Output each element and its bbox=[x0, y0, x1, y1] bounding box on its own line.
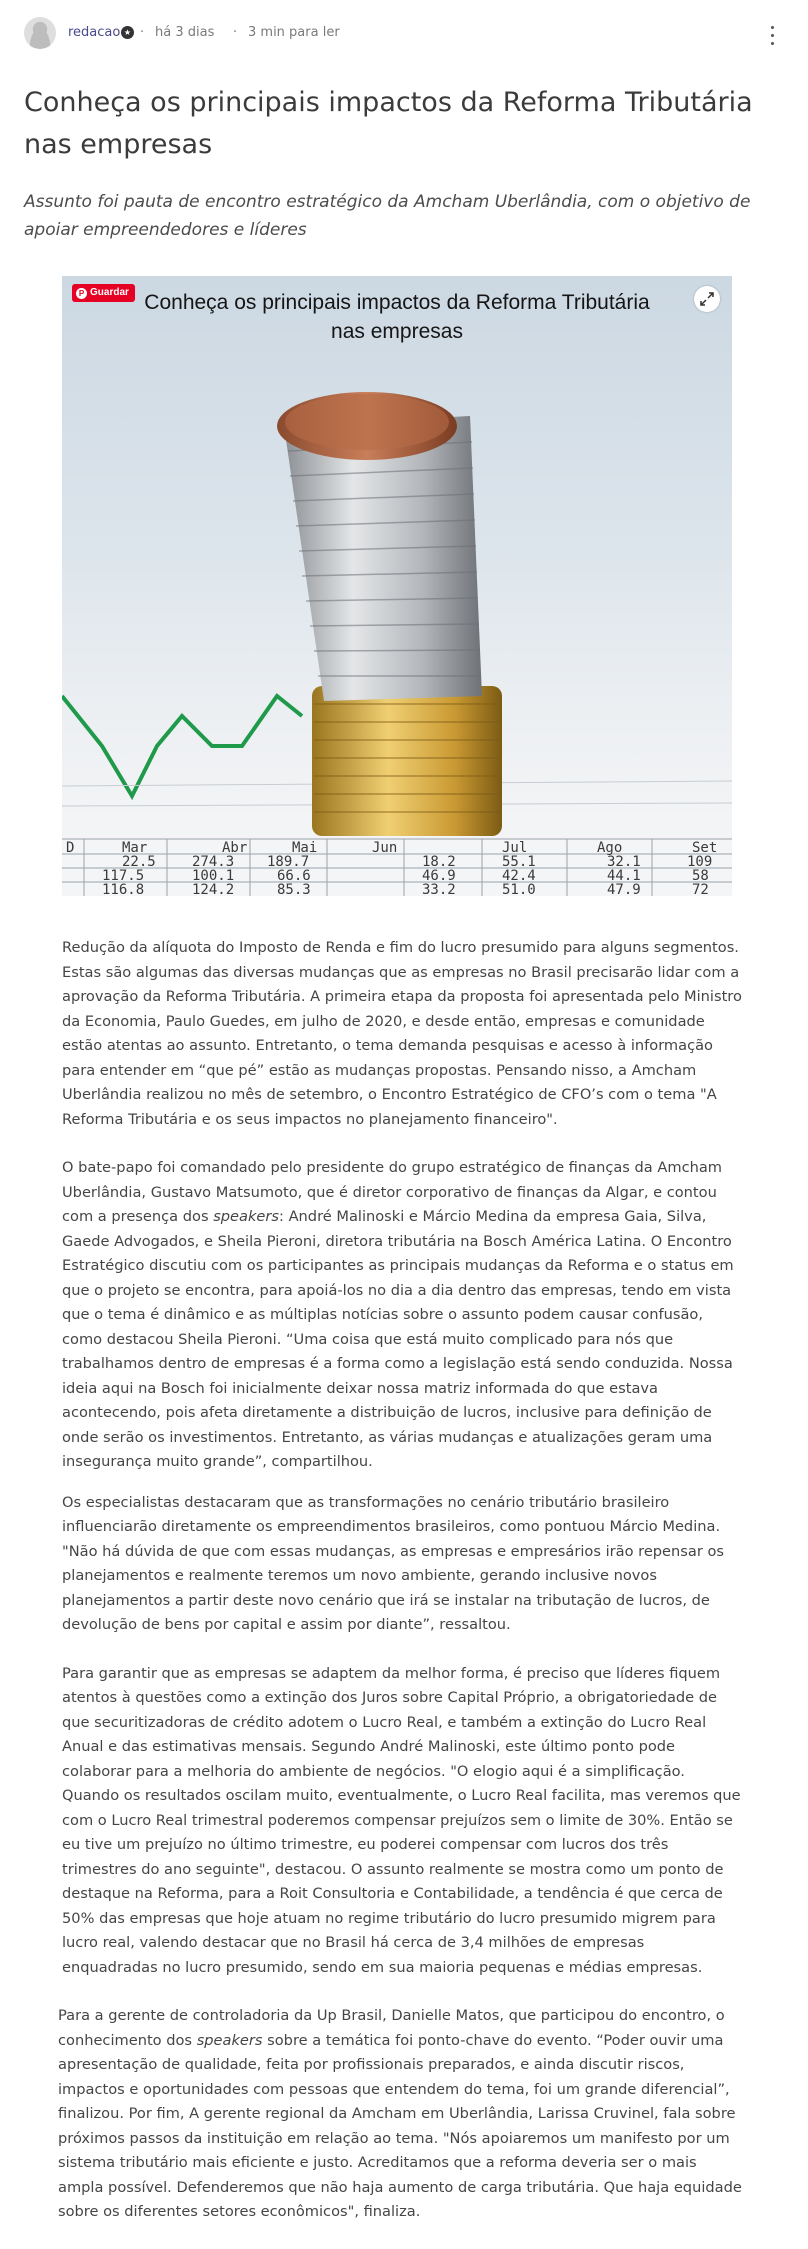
table-cell: 124.2 bbox=[192, 882, 235, 896]
table-cell: 55.1 bbox=[502, 854, 536, 870]
article-paragraph: Para garantir que as empresas se adaptem da melhor forma, é preciso que líderes fiquem atentos à questões como a extinção dos Juros sobre Capital Próprio, a obrigatoriedade de que securitizadoras de crédito adotem o Lucro Real, e também a extinção do Lucro Real Anual e das estimativas mensais. Segundo André Malinoski, este último ponto pode colaborar para a melhoria do ambiente de negócios. "O elogio aqui é a simplificação. Quando os resultados oscilam muito, eventualmente, o Lucro Real facilita, mas veremos que com o Lucro Real trimestral poderemos compensar prejuízos sem o limite de 30%. Então se eu tive um prejuízo no último trimestre, eu poderei compensar com lucros dos três trimestres do ano seguinte", destacou. O assunto realmente se mostra como um ponto de destaque na Reforma, para a Roit Consultoria e Contabilidade, a tendência é que cerca de 50% das empresas que hoje atuam no regime tributário do lucro presumido migrem para lucro real, valendo destacar que no Brasil há cerca de 3,4 milhões de empresas enquadradas no lucro presumido, sendo em sua maioria pequenas e médias empresas. bbox=[62, 1664, 741, 1976]
table-cell: 42.4 bbox=[502, 868, 536, 884]
image-caption bbox=[62, 288, 732, 346]
page-title: Conheça os principais impactos da Reforma Tributária nas empresas bbox=[24, 87, 753, 160]
table-cell: 51.0 bbox=[502, 882, 536, 896]
gold-coin-stack bbox=[312, 686, 502, 836]
table-cell: 33.2 bbox=[422, 882, 456, 896]
table-cell: 32.1 bbox=[607, 854, 641, 870]
verified-badge-icon: ★ bbox=[121, 26, 134, 39]
table-cell: 66.6 bbox=[277, 868, 311, 884]
table-header-cell: Mar bbox=[122, 840, 148, 856]
image-caption-line: Conheça os principais impactos da Reforma Tributária bbox=[144, 291, 650, 314]
table-cell: 22.5 bbox=[122, 854, 156, 870]
table-cell: 18.2 bbox=[422, 854, 456, 870]
read-time: 3 min para ler bbox=[248, 25, 340, 40]
coins-illustration bbox=[62, 276, 732, 896]
table-header-cell: Mai bbox=[292, 840, 318, 856]
table-cell: 189.7 bbox=[267, 854, 310, 870]
table-cell: 46.9 bbox=[422, 868, 456, 884]
table-cell: 58 bbox=[692, 868, 709, 884]
image-caption-line: nas empresas bbox=[331, 320, 463, 343]
article-subtitle: Assunto foi pauta de encontro estratégico da Amcham Uberlândia, com o objetivo de apoiar empreendedores e líderes bbox=[24, 192, 751, 240]
table-cell: 117.5 bbox=[102, 868, 145, 884]
table-header-cell: D bbox=[66, 840, 75, 856]
table-cell: 100.1 bbox=[192, 868, 235, 884]
table-cell: 274.3 bbox=[192, 854, 235, 870]
article-paragraph: Para a gerente de controladoria da Up Brasil, Danielle Matos, que participou do encontro, o conhecimento dos speakers sobre a temática foi ponto-chave do evento. “Poder ouvir uma apresentação de qualidade, feita por profissionais preparados, e ainda discutir riscos, impactos e oportunidades com pessoas que entendem do tema, foi um grande diferencial”, finalizou. Por fim, A gerente regional da Amcham em Uberlândia, Larissa Cruvinel, fala sobre próximos passos da instituição em relação ao tema. "Nós apoiaremos um manifesto por um sistema tributário mais eficiente e justo. Acreditamos que a reforma deveria ser o mais ampla possível. Defenderemos que não haja aumento de carga tributária. Que haja equidade sobre os diferentes setores econômicos", finaliza. bbox=[58, 2007, 742, 2220]
meta-separator: · bbox=[233, 25, 238, 40]
more-vertical-icon[interactable] bbox=[760, 20, 784, 46]
article-meta bbox=[24, 17, 784, 49]
article-body bbox=[58, 936, 742, 2249]
avatar[interactable] bbox=[24, 17, 56, 49]
table-cell: 116.8 bbox=[102, 882, 145, 896]
table-header-cell: Jul bbox=[502, 840, 528, 856]
pin-icon: P bbox=[76, 288, 87, 299]
save-label: Guardar bbox=[90, 287, 129, 298]
expand-icon[interactable] bbox=[694, 286, 720, 312]
author-name[interactable]: redacao bbox=[68, 25, 121, 40]
table-cell: 47.9 bbox=[607, 882, 641, 896]
chart-line bbox=[62, 696, 302, 796]
article-paragraph: Os especialistas destacaram que as transformações no cenário tributário brasileiro influenciarão diretamente os empreendimentos brasileiros, como pontuou Márcio Medina. "Não há dúvida de que com essas mudanças, as empresas e empresários irão repensar os planejamentos e realmente teremos um novo ambiente, gerando inclusive novos planejamentos a partir deste novo cenário que irá se instalar na tributação de lucros, de devolução de bens por capital e assim por diante”, ressaltou. bbox=[62, 1493, 725, 1633]
pinterest-save-button[interactable] bbox=[72, 284, 135, 302]
table-header-cell: Jun bbox=[372, 840, 398, 856]
table-header-cell: Ago bbox=[597, 840, 623, 856]
table-cell: 109 bbox=[687, 854, 713, 870]
data-table-graphic bbox=[62, 839, 732, 896]
table-cell: 44.1 bbox=[607, 868, 641, 884]
table-cell: 85.3 bbox=[277, 882, 311, 896]
article-hero-image bbox=[62, 276, 732, 896]
meta-separator: · bbox=[140, 25, 145, 40]
table-header-cell: Abr bbox=[222, 840, 248, 856]
article-paragraph: O bate-papo foi comandado pelo presidente do grupo estratégico de finanças da Amcham Uberlândia, Gustavo Matsumoto, que é diretor corporativo de finanças da Algar, e contou com a presença dos speakers: André Malinoski e Márcio Medina da empresa Gaia, Silva, Gaede Advogados, e Sheila Pieroni, diretora tributária na Bosch América Latina. O Encontro Estratégico discutiu com os participantes as principais mudanças da Reforma e o status em que o projeto se encontra, para apoiá-los no dia a dia dentro das empresas, tendo em vista que o tema é dinâmico e as múltiplas notícias sobre o assunto podem causar confusão, como destacou Sheila Pieroni. “Uma coisa que está muito complicado para nós que trabalhamos dentro de empresas é a forma como a legislação está sendo conduzida. Nossa ideia aqui na Bosch foi inicialmente deixar nossa matriz informada do que estava acontecendo, pois afeta diretamente a distribuição de lucros, inclusive para definição de onde serão os investimentos. Entretanto, as várias mudanças e atualizações geram uma insegurança muito grande”, compartilhou. bbox=[62, 1159, 734, 1470]
article-paragraph: Redução da alíquota do Imposto de Renda e fim do lucro presumido para alguns segmentos. Estas são algumas das diversas mudanças que as empresas no Brasil precisarão lidar com a aprovação da Reforma Tributária. A primeira etapa da proposta foi apresentada pelo Ministro da Economia, Paulo Guedes, em julho de 2020, e desde então, empresas e comunidade estão atentas ao assunto. Entretanto, o tema demanda pesquisas e acesso à informação para entender em “que pé” estão as mudanças propostas. Pensando nisso, a Amcham Uberlândia realizou no mês de setembro, o Encontro Estratégico de CFO’s com o tema "A Reforma Tributária e os seus impactos no planejamento financeiro". bbox=[62, 939, 742, 1128]
table-header-cell: Set bbox=[692, 840, 718, 856]
post-time: há 3 dias bbox=[155, 25, 215, 40]
table-cell: 72 bbox=[692, 882, 709, 896]
